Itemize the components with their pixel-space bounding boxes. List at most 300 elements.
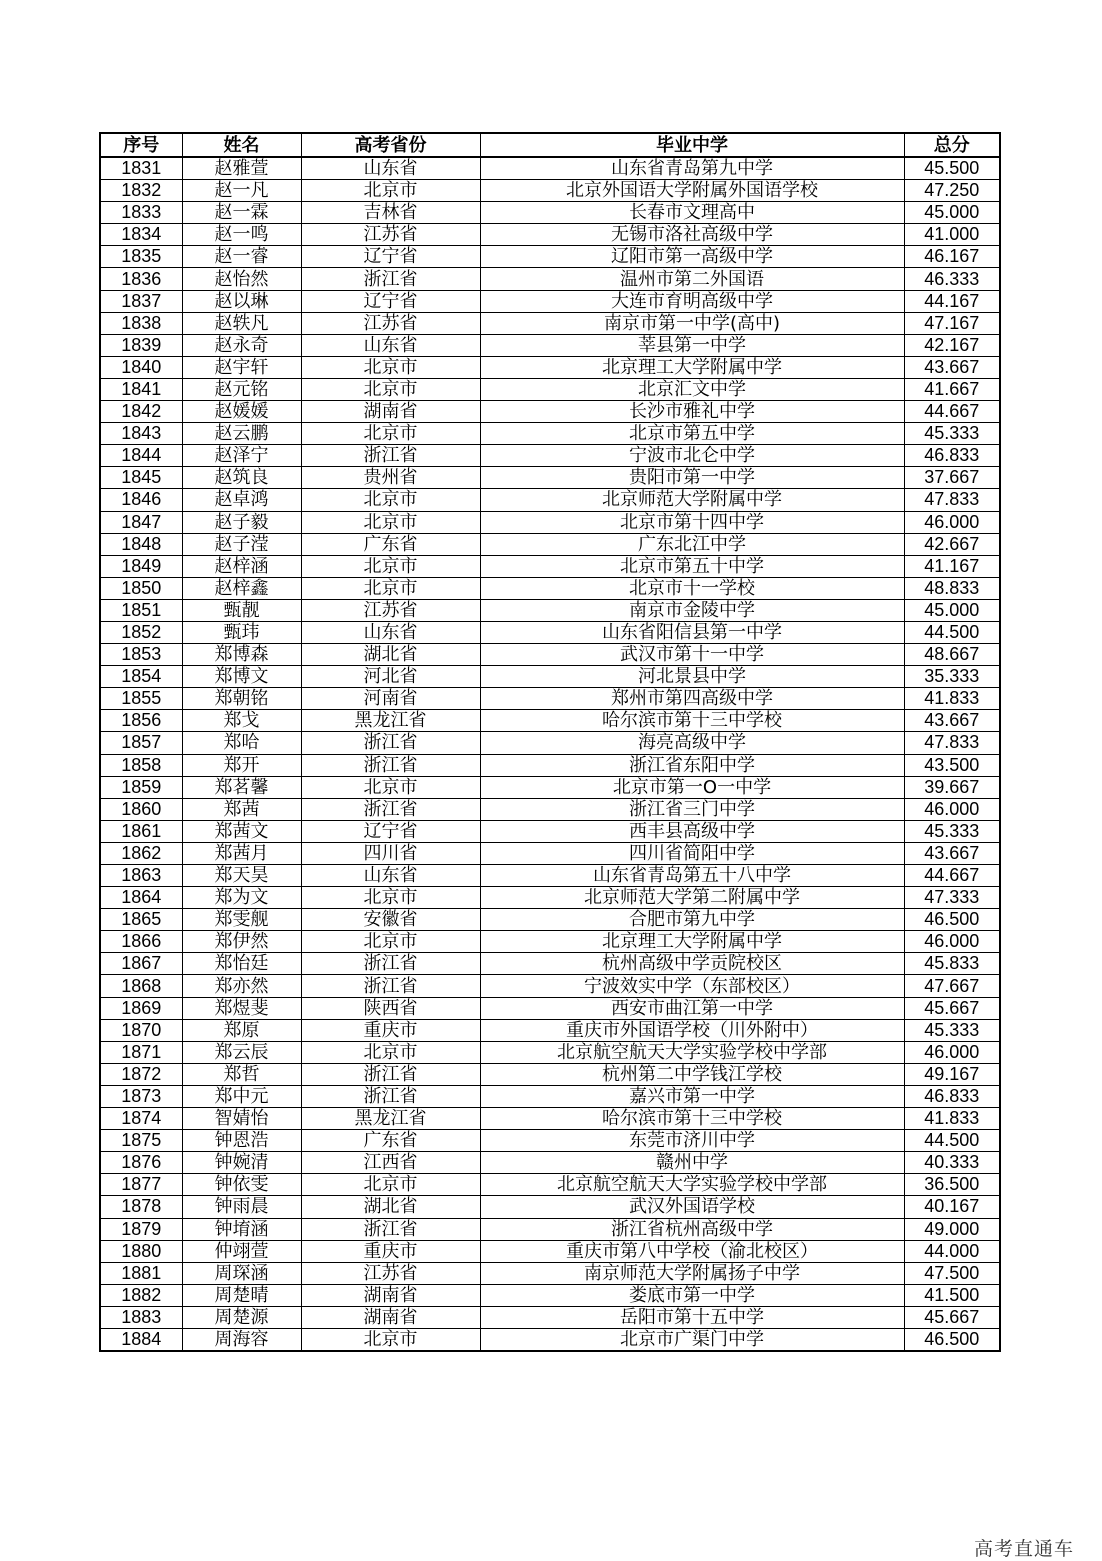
cell-index: 1869 <box>100 997 182 1019</box>
table-row <box>100 1328 1000 1351</box>
cell-index: 1858 <box>100 754 182 776</box>
cell-index: 1839 <box>100 334 182 356</box>
cell-school: 哈尔滨市第十三中学校 <box>480 1108 904 1130</box>
cell-school: 北京理工大学附属中学 <box>480 931 904 953</box>
cell-index: 1833 <box>100 202 182 224</box>
cell-province: 浙江省 <box>301 1085 480 1107</box>
cell-school: 郑州市第四高级中学 <box>480 688 904 710</box>
header-school: 毕业中学 <box>480 133 904 157</box>
cell-name: 赵子毅 <box>182 511 301 533</box>
cell-score: 45.000 <box>904 202 1000 224</box>
cell-school: 杭州第二中学钱江学校 <box>480 1063 904 1085</box>
cell-school: 北京市第十四中学 <box>480 511 904 533</box>
cell-province: 浙江省 <box>301 975 480 997</box>
table-row <box>100 865 1000 887</box>
cell-school: 无锡市洛社高级中学 <box>480 224 904 246</box>
cell-name: 郑哲 <box>182 1063 301 1085</box>
cell-province: 湖南省 <box>301 1284 480 1306</box>
cell-school: 重庆市第八中学校（渝北校区） <box>480 1240 904 1262</box>
table-row <box>100 1108 1000 1130</box>
cell-province: 重庆市 <box>301 1019 480 1041</box>
cell-index: 1878 <box>100 1196 182 1218</box>
cell-name: 钟依雯 <box>182 1174 301 1196</box>
cell-name: 郑茜文 <box>182 820 301 842</box>
cell-name: 郑博文 <box>182 666 301 688</box>
cell-school: 岳阳市第十五中学 <box>480 1306 904 1328</box>
cell-score: 41.833 <box>904 688 1000 710</box>
cell-school: 南京市第一中学(高中) <box>480 312 904 334</box>
table-header <box>100 133 1000 157</box>
cell-score: 46.000 <box>904 1041 1000 1063</box>
cell-province: 江苏省 <box>301 312 480 334</box>
cell-name: 郑哈 <box>182 732 301 754</box>
table-row <box>100 732 1000 754</box>
cell-name: 智婧怡 <box>182 1108 301 1130</box>
cell-name: 郑为文 <box>182 887 301 909</box>
cell-index: 1861 <box>100 820 182 842</box>
table-row <box>100 975 1000 997</box>
table-row <box>100 401 1000 423</box>
cell-school: 东莞市济川中学 <box>480 1130 904 1152</box>
table-row <box>100 644 1000 666</box>
cell-province: 广东省 <box>301 1130 480 1152</box>
cell-index: 1860 <box>100 798 182 820</box>
cell-index: 1881 <box>100 1262 182 1284</box>
cell-index: 1871 <box>100 1041 182 1063</box>
cell-province: 重庆市 <box>301 1240 480 1262</box>
table-row <box>100 820 1000 842</box>
table-row <box>100 1262 1000 1284</box>
cell-index: 1862 <box>100 842 182 864</box>
table-row <box>100 334 1000 356</box>
cell-province: 黑龙江省 <box>301 1108 480 1130</box>
cell-name: 钟堉涵 <box>182 1218 301 1240</box>
cell-score: 47.667 <box>904 975 1000 997</box>
cell-score: 47.500 <box>904 1262 1000 1284</box>
cell-province: 浙江省 <box>301 1063 480 1085</box>
table-row <box>100 356 1000 378</box>
cell-score: 45.000 <box>904 599 1000 621</box>
cell-name: 赵宇轩 <box>182 356 301 378</box>
cell-school: 武汉市第十一中学 <box>480 644 904 666</box>
cell-score: 43.500 <box>904 754 1000 776</box>
cell-index: 1870 <box>100 1019 182 1041</box>
cell-school: 北京师范大学附属中学 <box>480 489 904 511</box>
cell-province: 浙江省 <box>301 953 480 975</box>
cell-index: 1867 <box>100 953 182 975</box>
cell-name: 甄玮 <box>182 621 301 643</box>
header-province: 高考省份 <box>301 133 480 157</box>
cell-score: 45.667 <box>904 1306 1000 1328</box>
cell-school: 山东省阳信县第一中学 <box>480 621 904 643</box>
cell-score: 47.333 <box>904 887 1000 909</box>
cell-name: 赵一凡 <box>182 180 301 202</box>
cell-index: 1852 <box>100 621 182 643</box>
cell-index: 1856 <box>100 710 182 732</box>
cell-name: 赵元铭 <box>182 378 301 400</box>
header-row <box>100 133 1000 157</box>
cell-name: 郑开 <box>182 754 301 776</box>
cell-province: 湖北省 <box>301 644 480 666</box>
table-row <box>100 312 1000 334</box>
cell-index: 1840 <box>100 356 182 378</box>
cell-index: 1855 <box>100 688 182 710</box>
cell-name: 钟恩浩 <box>182 1130 301 1152</box>
cell-province: 山东省 <box>301 865 480 887</box>
cell-school: 浙江省三门中学 <box>480 798 904 820</box>
cell-index: 1854 <box>100 666 182 688</box>
cell-school: 海亮高级中学 <box>480 732 904 754</box>
cell-score: 48.667 <box>904 644 1000 666</box>
cell-province: 湖南省 <box>301 1306 480 1328</box>
cell-province: 湖南省 <box>301 401 480 423</box>
table-row <box>100 953 1000 975</box>
cell-province: 江苏省 <box>301 1262 480 1284</box>
cell-province: 浙江省 <box>301 268 480 290</box>
cell-name: 郑茗馨 <box>182 776 301 798</box>
cell-index: 1874 <box>100 1108 182 1130</box>
cell-score: 40.333 <box>904 1152 1000 1174</box>
table-row <box>100 1306 1000 1328</box>
cell-index: 1831 <box>100 157 182 180</box>
cell-school: 北京师范大学第二附属中学 <box>480 887 904 909</box>
cell-index: 1846 <box>100 489 182 511</box>
cell-score: 42.667 <box>904 533 1000 555</box>
cell-index: 1847 <box>100 511 182 533</box>
cell-index: 1866 <box>100 931 182 953</box>
table-row <box>100 798 1000 820</box>
cell-school: 莘县第一中学 <box>480 334 904 356</box>
cell-score: 45.333 <box>904 1019 1000 1041</box>
cell-school: 娄底市第一中学 <box>480 1284 904 1306</box>
cell-score: 46.000 <box>904 798 1000 820</box>
table-row <box>100 909 1000 931</box>
cell-index: 1864 <box>100 887 182 909</box>
cell-province: 北京市 <box>301 555 480 577</box>
cell-index: 1884 <box>100 1328 182 1351</box>
cell-score: 40.167 <box>904 1196 1000 1218</box>
cell-school: 南京师范大学附属扬子中学 <box>480 1262 904 1284</box>
cell-index: 1863 <box>100 865 182 887</box>
cell-index: 1882 <box>100 1284 182 1306</box>
cell-province: 江西省 <box>301 1152 480 1174</box>
cell-index: 1843 <box>100 423 182 445</box>
cell-score: 41.500 <box>904 1284 1000 1306</box>
cell-province: 北京市 <box>301 423 480 445</box>
cell-name: 郑雯舰 <box>182 909 301 931</box>
table-row <box>100 688 1000 710</box>
cell-school: 温州市第二外国语 <box>480 268 904 290</box>
cell-name: 郑茜月 <box>182 842 301 864</box>
cell-school: 大连市育明高级中学 <box>480 290 904 312</box>
cell-name: 赵云鹏 <box>182 423 301 445</box>
cell-name: 甄靓 <box>182 599 301 621</box>
cell-province: 辽宁省 <box>301 290 480 312</box>
cell-province: 北京市 <box>301 776 480 798</box>
cell-name: 赵子滢 <box>182 533 301 555</box>
cell-school: 浙江省杭州高级中学 <box>480 1218 904 1240</box>
cell-name: 赵以琳 <box>182 290 301 312</box>
cell-score: 44.667 <box>904 865 1000 887</box>
cell-name: 赵轶凡 <box>182 312 301 334</box>
cell-score: 41.667 <box>904 378 1000 400</box>
cell-province: 江苏省 <box>301 224 480 246</box>
cell-index: 1835 <box>100 246 182 268</box>
table-row <box>100 445 1000 467</box>
cell-province: 黑龙江省 <box>301 710 480 732</box>
cell-score: 46.000 <box>904 931 1000 953</box>
table-row <box>100 887 1000 909</box>
cell-name: 赵筑良 <box>182 467 301 489</box>
cell-province: 北京市 <box>301 931 480 953</box>
cell-index: 1868 <box>100 975 182 997</box>
cell-name: 赵怡然 <box>182 268 301 290</box>
cell-name: 赵永奇 <box>182 334 301 356</box>
cell-score: 43.667 <box>904 842 1000 864</box>
cell-school: 武汉外国语学校 <box>480 1196 904 1218</box>
cell-score: 45.833 <box>904 953 1000 975</box>
cell-province: 湖北省 <box>301 1196 480 1218</box>
cell-score: 36.500 <box>904 1174 1000 1196</box>
table-row <box>100 621 1000 643</box>
cell-name: 赵一鸣 <box>182 224 301 246</box>
cell-province: 浙江省 <box>301 732 480 754</box>
cell-name: 郑亦然 <box>182 975 301 997</box>
cell-province: 北京市 <box>301 356 480 378</box>
cell-score: 44.667 <box>904 401 1000 423</box>
cell-score: 48.833 <box>904 577 1000 599</box>
cell-name: 郑戈 <box>182 710 301 732</box>
cell-school: 长沙市雅礼中学 <box>480 401 904 423</box>
table-row <box>100 1041 1000 1063</box>
cell-province: 广东省 <box>301 533 480 555</box>
cell-index: 1845 <box>100 467 182 489</box>
table-row <box>100 246 1000 268</box>
cell-school: 北京航空航天大学实验学校中学部 <box>480 1174 904 1196</box>
cell-name: 郑茜 <box>182 798 301 820</box>
cell-score: 47.833 <box>904 732 1000 754</box>
cell-index: 1873 <box>100 1085 182 1107</box>
cell-name: 赵一睿 <box>182 246 301 268</box>
cell-name: 钟雨晨 <box>182 1196 301 1218</box>
cell-province: 北京市 <box>301 489 480 511</box>
table-row <box>100 467 1000 489</box>
cell-province: 浙江省 <box>301 754 480 776</box>
cell-school: 哈尔滨市第十三中学校 <box>480 710 904 732</box>
cell-score: 47.250 <box>904 180 1000 202</box>
cell-province: 北京市 <box>301 887 480 909</box>
cell-school: 山东省青岛第九中学 <box>480 157 904 180</box>
cell-score: 46.833 <box>904 445 1000 467</box>
cell-score: 43.667 <box>904 710 1000 732</box>
cell-school: 四川省简阳中学 <box>480 842 904 864</box>
cell-name: 郑煜斐 <box>182 997 301 1019</box>
cell-index: 1834 <box>100 224 182 246</box>
cell-name: 赵媛媛 <box>182 401 301 423</box>
table-row <box>100 224 1000 246</box>
cell-province: 北京市 <box>301 577 480 599</box>
cell-school: 宁波效实中学（东部校区） <box>480 975 904 997</box>
table-row <box>100 378 1000 400</box>
cell-school: 北京理工大学附属中学 <box>480 356 904 378</box>
table-row <box>100 1152 1000 1174</box>
cell-name: 赵雅萱 <box>182 157 301 180</box>
cell-province: 山东省 <box>301 334 480 356</box>
table-row <box>100 710 1000 732</box>
cell-score: 46.833 <box>904 1085 1000 1107</box>
cell-score: 47.167 <box>904 312 1000 334</box>
cell-score: 45.333 <box>904 423 1000 445</box>
cell-index: 1850 <box>100 577 182 599</box>
cell-score: 42.167 <box>904 334 1000 356</box>
header-score: 总分 <box>904 133 1000 157</box>
cell-score: 46.167 <box>904 246 1000 268</box>
table-row <box>100 489 1000 511</box>
cell-score: 45.667 <box>904 997 1000 1019</box>
cell-name: 郑伊然 <box>182 931 301 953</box>
cell-province: 浙江省 <box>301 798 480 820</box>
cell-index: 1865 <box>100 909 182 931</box>
cell-school: 杭州高级中学贡院校区 <box>480 953 904 975</box>
cell-name: 赵泽宁 <box>182 445 301 467</box>
cell-school: 北京市十一学校 <box>480 577 904 599</box>
cell-name: 仲翊萱 <box>182 1240 301 1262</box>
cell-name: 郑原 <box>182 1019 301 1041</box>
table-row <box>100 511 1000 533</box>
table-row <box>100 533 1000 555</box>
cell-province: 浙江省 <box>301 1218 480 1240</box>
cell-province: 贵州省 <box>301 467 480 489</box>
cell-score: 46.333 <box>904 268 1000 290</box>
table-row <box>100 776 1000 798</box>
cell-index: 1880 <box>100 1240 182 1262</box>
cell-province: 山东省 <box>301 157 480 180</box>
cell-score: 41.000 <box>904 224 1000 246</box>
table-row <box>100 1085 1000 1107</box>
cell-score: 46.000 <box>904 511 1000 533</box>
cell-province: 四川省 <box>301 842 480 864</box>
cell-province: 河北省 <box>301 666 480 688</box>
table-row <box>100 997 1000 1019</box>
cell-school: 北京航空航天大学实验学校中学部 <box>480 1041 904 1063</box>
cell-province: 山东省 <box>301 621 480 643</box>
cell-score: 35.333 <box>904 666 1000 688</box>
cell-score: 46.500 <box>904 909 1000 931</box>
table-row <box>100 1019 1000 1041</box>
cell-school: 广东北江中学 <box>480 533 904 555</box>
cell-score: 45.333 <box>904 820 1000 842</box>
cell-name: 郑怡廷 <box>182 953 301 975</box>
cell-school: 合肥市第九中学 <box>480 909 904 931</box>
cell-score: 43.667 <box>904 356 1000 378</box>
table-row <box>100 931 1000 953</box>
cell-index: 1879 <box>100 1218 182 1240</box>
cell-score: 47.833 <box>904 489 1000 511</box>
cell-score: 39.667 <box>904 776 1000 798</box>
table-row <box>100 1174 1000 1196</box>
cell-school: 西丰县高级中学 <box>480 820 904 842</box>
cell-score: 44.167 <box>904 290 1000 312</box>
cell-index: 1857 <box>100 732 182 754</box>
cell-name: 周海容 <box>182 1328 301 1351</box>
header-name: 姓名 <box>182 133 301 157</box>
cell-province: 陕西省 <box>301 997 480 1019</box>
cell-name: 郑云辰 <box>182 1041 301 1063</box>
cell-school: 宁波市北仑中学 <box>480 445 904 467</box>
cell-score: 49.167 <box>904 1063 1000 1085</box>
cell-school: 河北景县中学 <box>480 666 904 688</box>
table-row <box>100 157 1000 180</box>
table-row <box>100 423 1000 445</box>
cell-province: 安徽省 <box>301 909 480 931</box>
cell-name: 赵梓涵 <box>182 555 301 577</box>
cell-name: 钟婉清 <box>182 1152 301 1174</box>
table-body <box>100 157 1000 1351</box>
cell-name: 周琛涵 <box>182 1262 301 1284</box>
cell-school: 嘉兴市第一中学 <box>480 1085 904 1107</box>
cell-name: 郑博森 <box>182 644 301 666</box>
table-row <box>100 666 1000 688</box>
cell-province: 辽宁省 <box>301 820 480 842</box>
cell-index: 1875 <box>100 1130 182 1152</box>
cell-school: 北京市第一O一中学 <box>480 776 904 798</box>
cell-province: 北京市 <box>301 1174 480 1196</box>
cell-index: 1844 <box>100 445 182 467</box>
table-row <box>100 1218 1000 1240</box>
cell-name: 周楚源 <box>182 1306 301 1328</box>
score-table <box>99 132 1001 1352</box>
cell-province: 吉林省 <box>301 202 480 224</box>
cell-province: 河南省 <box>301 688 480 710</box>
cell-province: 北京市 <box>301 1328 480 1351</box>
cell-index: 1876 <box>100 1152 182 1174</box>
cell-province: 浙江省 <box>301 445 480 467</box>
cell-school: 山东省青岛第五十八中学 <box>480 865 904 887</box>
cell-school: 北京汇文中学 <box>480 378 904 400</box>
cell-province: 北京市 <box>301 1041 480 1063</box>
table-row <box>100 1240 1000 1262</box>
cell-index: 1859 <box>100 776 182 798</box>
cell-school: 长春市文理高中 <box>480 202 904 224</box>
cell-score: 44.500 <box>904 621 1000 643</box>
cell-name: 赵梓鑫 <box>182 577 301 599</box>
table-row <box>100 290 1000 312</box>
cell-school: 贵阳市第一中学 <box>480 467 904 489</box>
cell-school: 北京市广渠门中学 <box>480 1328 904 1351</box>
cell-score: 41.167 <box>904 555 1000 577</box>
cell-school: 北京市第五中学 <box>480 423 904 445</box>
cell-score: 37.667 <box>904 467 1000 489</box>
cell-province: 北京市 <box>301 511 480 533</box>
table-row <box>100 842 1000 864</box>
cell-school: 北京市第五十中学 <box>480 555 904 577</box>
cell-index: 1848 <box>100 533 182 555</box>
cell-school: 南京市金陵中学 <box>480 599 904 621</box>
table-row <box>100 555 1000 577</box>
cell-index: 1849 <box>100 555 182 577</box>
cell-score: 46.500 <box>904 1328 1000 1351</box>
cell-index: 1837 <box>100 290 182 312</box>
cell-name: 赵卓鸿 <box>182 489 301 511</box>
cell-school: 北京外国语大学附属外国语学校 <box>480 180 904 202</box>
table-row <box>100 1130 1000 1152</box>
cell-index: 1841 <box>100 378 182 400</box>
cell-province: 辽宁省 <box>301 246 480 268</box>
cell-province: 北京市 <box>301 378 480 400</box>
table-row <box>100 577 1000 599</box>
table-row <box>100 1063 1000 1085</box>
cell-score: 44.000 <box>904 1240 1000 1262</box>
